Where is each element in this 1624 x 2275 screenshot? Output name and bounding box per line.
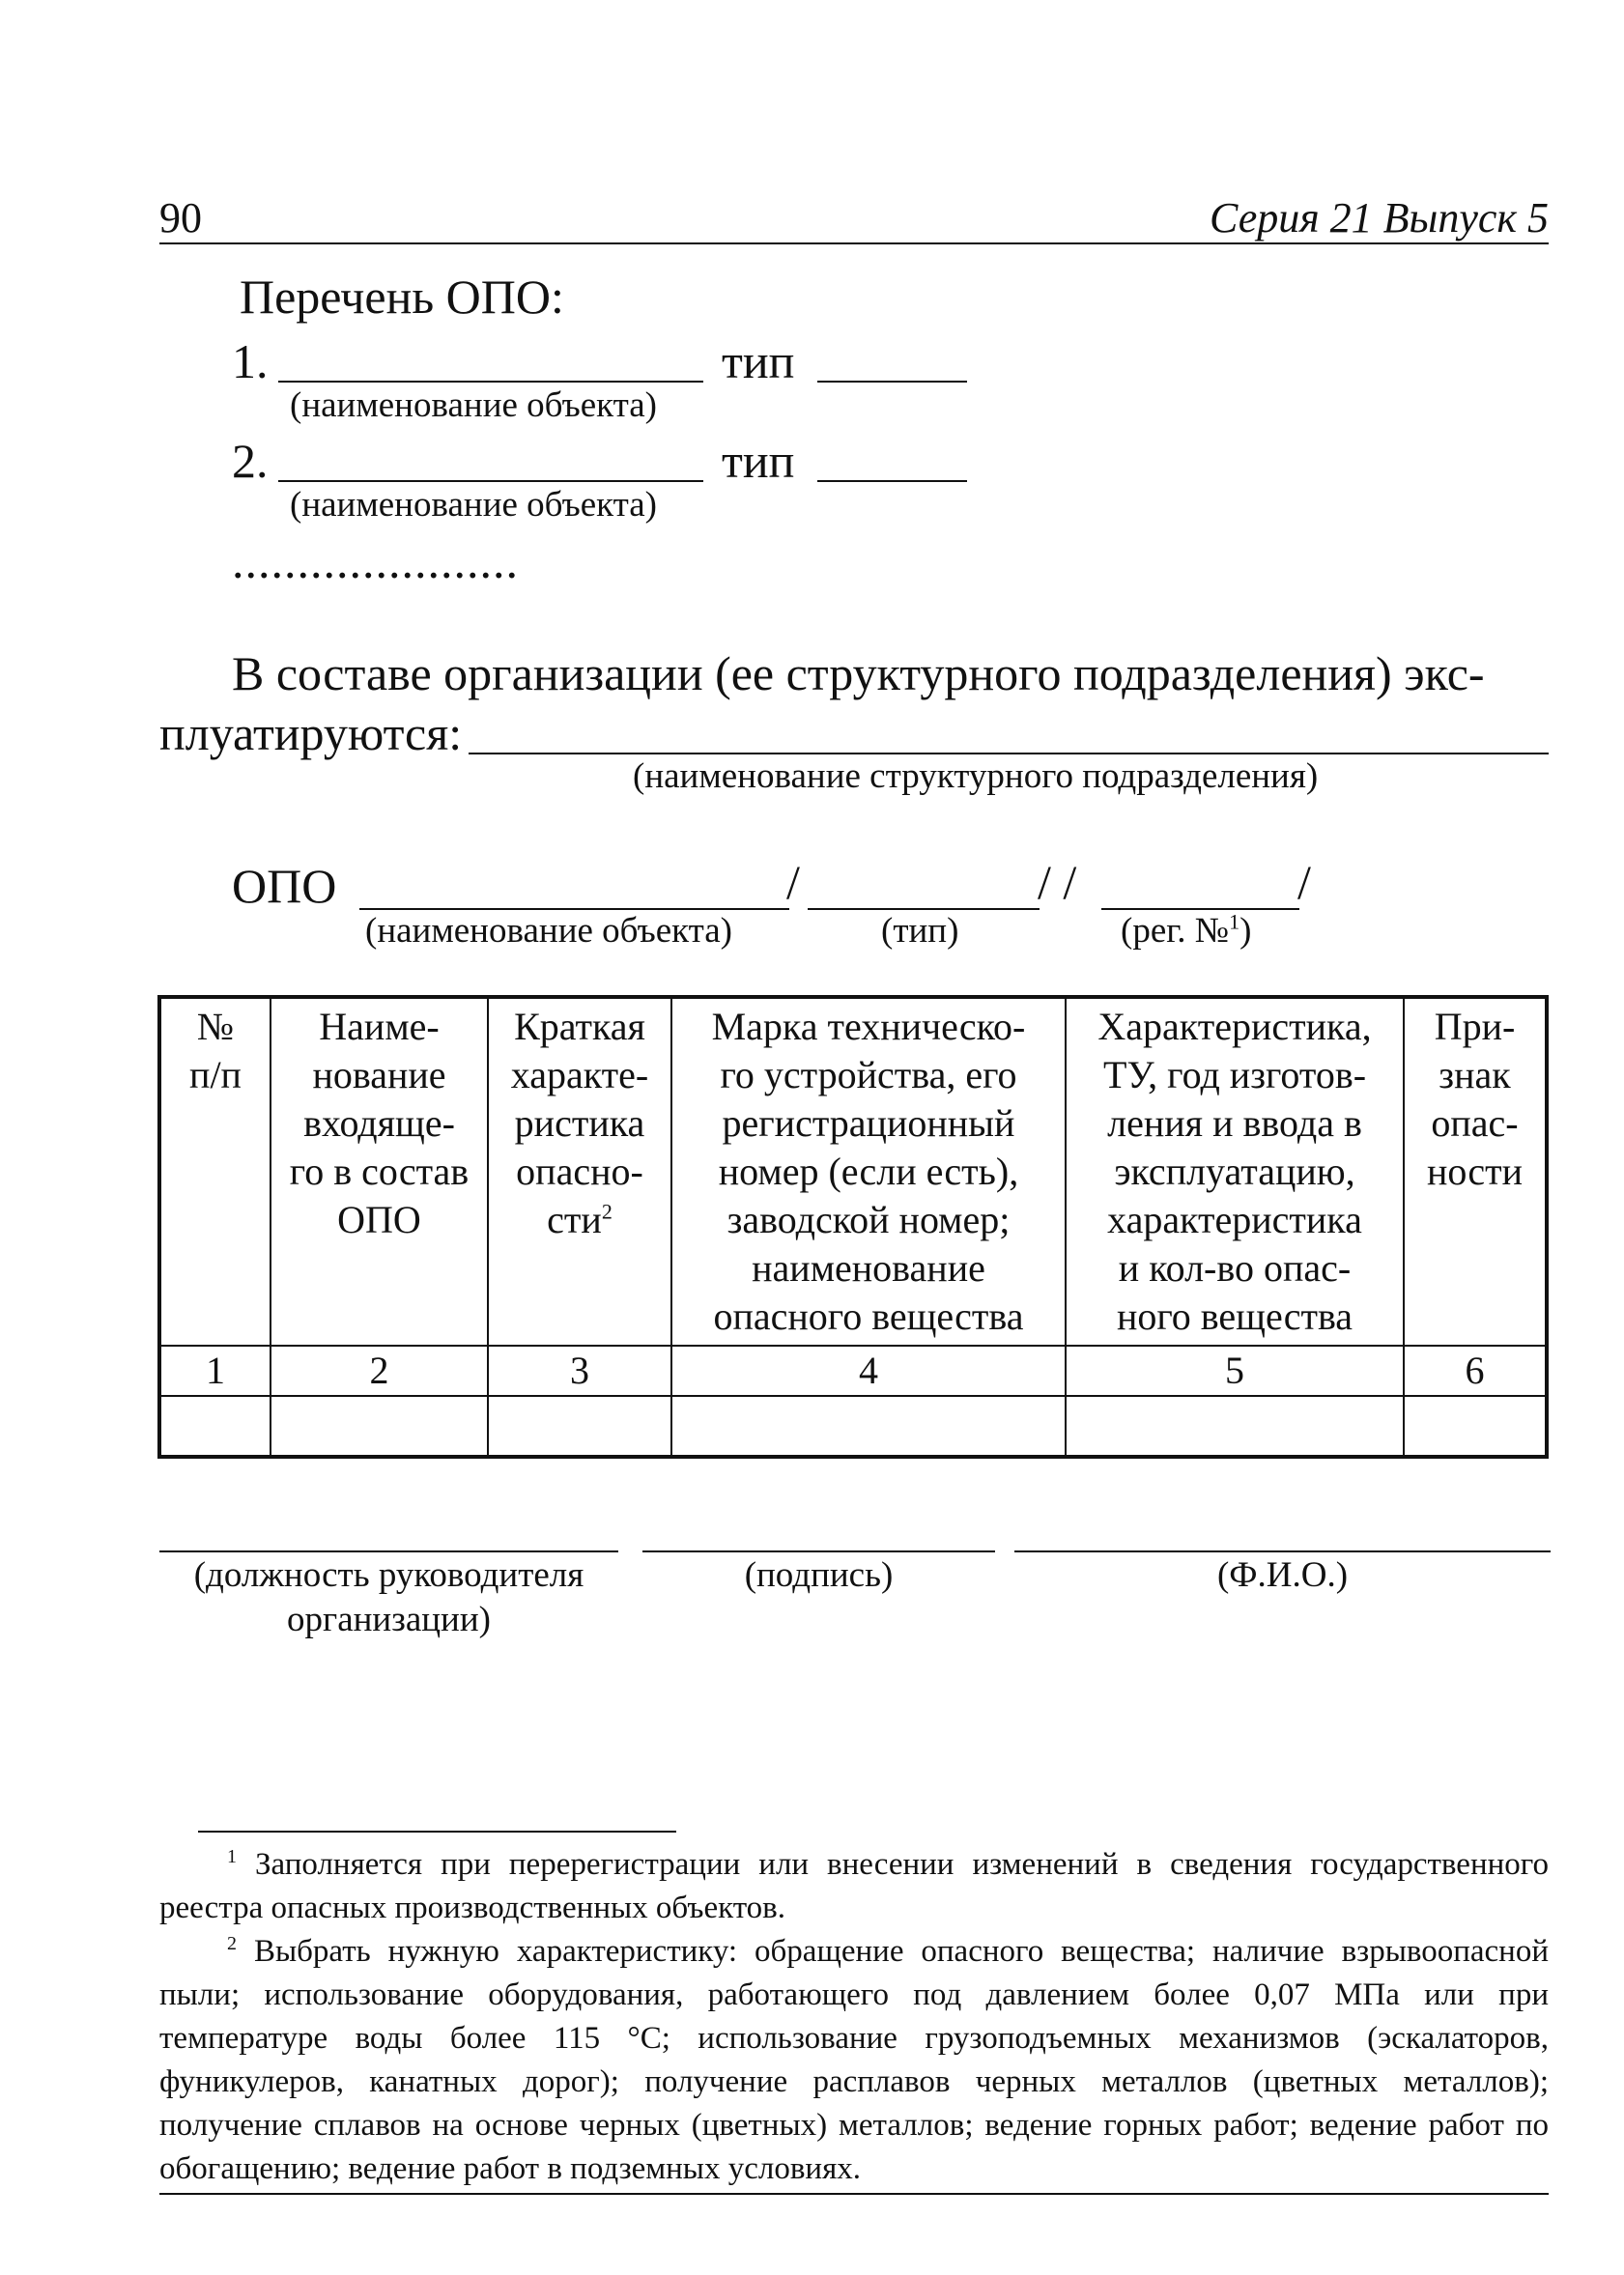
table-cell[interactable] (1066, 1396, 1404, 1457)
header-col-sign: При- знак опас- ности (1404, 997, 1547, 1346)
item1-type-label: тип (722, 334, 795, 388)
opo-slash2: / / (1038, 855, 1077, 909)
table-cell[interactable] (671, 1396, 1066, 1457)
footnote-rule (198, 1831, 676, 1833)
header-rule (159, 242, 1549, 244)
item1-type-field[interactable] (817, 381, 967, 383)
item1-caption: (наименование объекта) (290, 385, 657, 425)
composition-line2: плуатируются: (159, 706, 463, 760)
opo-list-title: Перечень ОПО: (240, 270, 564, 324)
opo-reg-caption: (рег. №$^1$) (1121, 909, 1252, 951)
signature-line[interactable] (642, 1550, 995, 1552)
bottom-rule (159, 2193, 1549, 2195)
opo-slash3: / (1297, 855, 1311, 909)
list-ellipsis: ...................... (232, 534, 519, 588)
item2-caption: (наименование объекта) (290, 485, 657, 525)
item2-type-field[interactable] (817, 480, 967, 482)
opo-type-caption: (тип) (881, 911, 959, 951)
footnote-1: $^1$ Заполняется при перерегистрации или внесении изменений в сведения государственного реестра опасных производственных объектов. (159, 1846, 1549, 1925)
signature-caption: (подпись) (744, 1555, 894, 1595)
subdivision-field[interactable] (469, 753, 1549, 754)
header-col-characteristics: Характеристика, ТУ, год изготов- ления и ввода в эксплуатацию, характеристика и кол-во опас- ного вещества (1066, 997, 1404, 1346)
col-number-5: 5 (1066, 1346, 1404, 1396)
opo-register-table (157, 995, 1549, 1459)
table-header-row (159, 997, 1547, 1346)
table-cell[interactable] (1404, 1396, 1547, 1457)
footnote-2: $^2$ Выбрать нужную характеристику: обращение опасного вещества; наличие взрывоопасной пыли; использование оборудования, работающего под давлением более 0,07 МПа или при температуре воды более 115 °С; использование грузоподъемных механизмов (эскалаторов, фуникулеров, канатных дорог); получение расплавов черных металлов (цветных металлов); получение сплавов на основе черных (цветных) металлов; ведение горных работ; ведение работ по обогащению; ведение работ в подземных условиях. (159, 1933, 1550, 2186)
item1-number: 1. (232, 334, 269, 388)
item2-type-label: тип (722, 434, 795, 488)
col-number-6: 6 (1404, 1346, 1547, 1396)
table-cell[interactable] (271, 1396, 488, 1457)
subdivision-caption: (наименование структурного подразделения) (633, 756, 1319, 796)
item2-number: 2. (232, 434, 269, 488)
header-col-hazard: Краткая характе- ристика опасно- сти$^2$ (488, 997, 671, 1346)
header-col-name: Наиме- нование входяще- го в состав ОПО (271, 997, 488, 1346)
page-number: 90 (159, 194, 202, 242)
opo-label: ОПО (232, 859, 337, 913)
series-title: Серия 21 Выпуск 5 (1210, 194, 1549, 242)
col-number-4: 4 (671, 1346, 1066, 1396)
item1-name-field[interactable] (278, 381, 703, 383)
position-caption: (должность руководителя организации) (193, 1555, 584, 1639)
fio-line[interactable] (1014, 1550, 1551, 1552)
fio-caption: (Ф.И.О.) (1216, 1555, 1349, 1595)
col-number-2: 2 (271, 1346, 488, 1396)
opo-slash1: / (786, 855, 800, 909)
header-col-number: № п/п (159, 997, 271, 1346)
table-cell[interactable] (159, 1396, 271, 1457)
table-row (159, 1396, 1547, 1457)
table-cell[interactable] (488, 1396, 671, 1457)
position-line[interactable] (159, 1550, 618, 1552)
header-col-device: Марка техническо- го устройства, его регистрационный номер (если есть), заводской номер; наименование опасного вещества (671, 997, 1066, 1346)
col-number-3: 3 (488, 1346, 671, 1396)
col-number-1: 1 (159, 1346, 271, 1396)
opo-name-caption: (наименование объекта) (365, 911, 732, 951)
composition-line1: В составе организации (ее структурного подразделения) экс- (232, 646, 1485, 700)
table-number-row (159, 1346, 1547, 1396)
item2-name-field[interactable] (278, 480, 703, 482)
